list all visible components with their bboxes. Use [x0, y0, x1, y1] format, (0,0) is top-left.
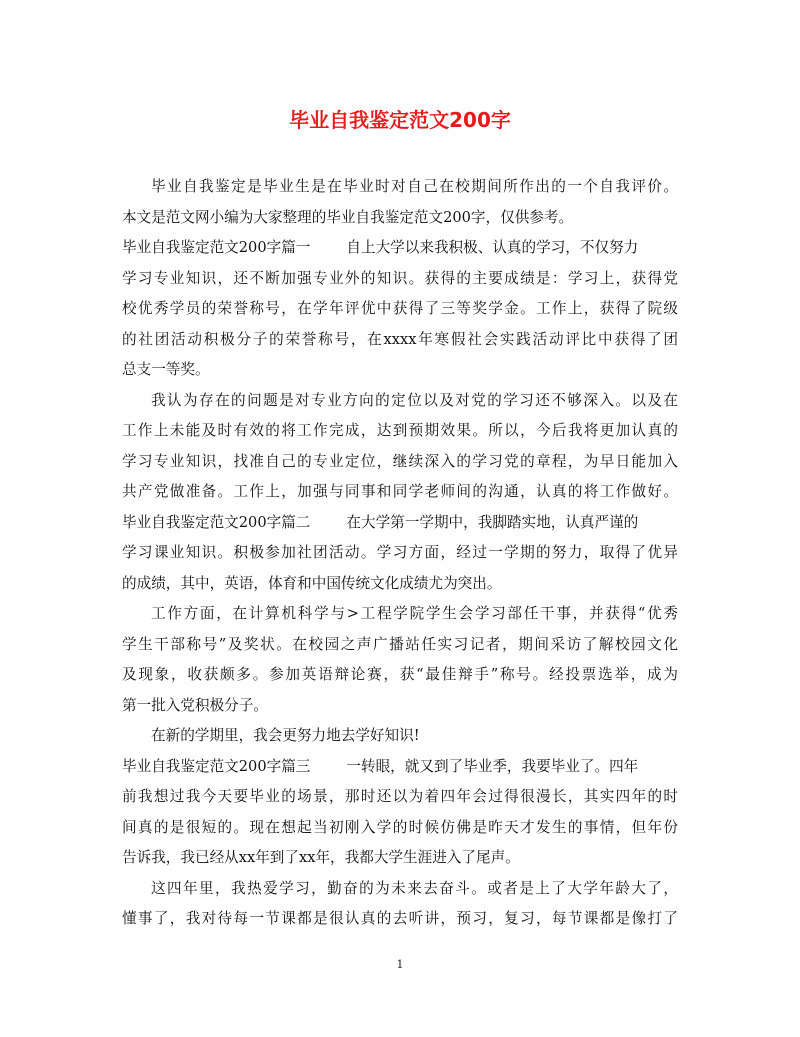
text-line — [122, 599, 678, 630]
line-text: 在新的学期里，我会更努力地去学好知识! — [151, 727, 420, 744]
line-text: 在大学第一学期中，我脚踏实地，认真严谨的 — [346, 513, 639, 531]
text-line — [122, 477, 678, 508]
document-title: 毕业自我鉴定范文200字 — [289, 108, 511, 132]
line-text: 第一批入党积极分子。 — [122, 696, 268, 714]
text-line — [122, 203, 678, 234]
line-text: 学习专业知识，还不断加强专业外的知识。获得的主要成绩是：学习上，获得党 — [122, 269, 678, 287]
section-heading: 毕业自我鉴定范文200字篇二 — [122, 513, 311, 531]
section-heading-line — [122, 233, 678, 264]
line-text: 学习课业知识。积极参加社团活动。学习方面，经过一学期的努力，取得了优异 — [122, 544, 678, 561]
section-heading-line — [122, 752, 678, 783]
text-line — [122, 782, 678, 813]
line-text: 工作上未能及时有效的将工作完成，达到预期效果。所以，今后我将更加认真的 — [122, 422, 678, 439]
line-text: 这四年里，我热爱学习，勤奋的为未来去奋斗。或者是上了大学年龄大了， — [151, 879, 678, 897]
line-text: 及现象，收获颇多。参加英语辩论赛，获“最佳辩手”称号。经投票选举，成为 — [122, 666, 678, 683]
line-text: 学习专业知识，找准自己的专业定位，继续深入的学习党的章程，为早日能加入 — [122, 452, 678, 470]
text-line — [122, 721, 678, 752]
text-line — [122, 569, 678, 600]
section-heading: 毕业自我鉴定范文200字篇三 — [122, 757, 311, 775]
text-line — [122, 447, 678, 478]
line-text: 懂事了，我对待每一节课都是很认真的去听讲，预习，复习，每节课都是像打了 — [122, 910, 678, 927]
text-line — [122, 264, 678, 295]
text-line — [122, 691, 678, 722]
text-line — [122, 325, 678, 356]
section-heading-line — [122, 508, 678, 539]
line-text: 自上大学以来我积极、认真的学习，不仅努力 — [346, 239, 639, 256]
text-line — [122, 630, 678, 661]
line-text: 校优秀学员的荣誉称号，在学年评优中获得了三等奖学金。工作上，获得了院级 — [122, 300, 678, 317]
line-text: 总支一等奖。 — [122, 361, 210, 378]
line-text: 共产党做准备。工作上，加强与同事和同学老师间的沟通，认真的将工作做好。 — [122, 483, 678, 500]
document-body — [122, 172, 678, 935]
line-text: 间真的是很短的。现在想起当初刚入学的时候仿佛是昨天才发生的事情，但年份 — [122, 818, 678, 836]
line-text: 前我想过我今天要毕业的场景，那时还以为着四年会过得很漫长，其实四年的时 — [122, 788, 678, 805]
line-text: 学生干部称号”及奖状。在校园之声广播站任实习记者，期间采访了解校园文化 — [122, 635, 678, 653]
text-line — [122, 355, 678, 386]
line-text: 告诉我，我已经从xx年到了xx年，我都大学生涯进入了尾声。 — [122, 849, 520, 866]
line-text: 一转眼，就又到了毕业季，我要毕业了。四年 — [346, 757, 639, 775]
line-text: 的成绩，其中，英语，体育和中国传统文化成绩尤为突出。 — [122, 574, 502, 592]
text-line — [122, 416, 678, 447]
text-line — [122, 386, 678, 417]
line-text: 的社团活动积极分子的荣誉称号，在xxxx年寒假社会实践活动评比中获得了团 — [122, 330, 678, 348]
text-line — [122, 904, 678, 935]
line-text: 我认为存在的问题是对专业方向的定位以及对党的学习还不够深入。以及在 — [151, 391, 678, 409]
text-line — [122, 660, 678, 691]
text-line — [122, 874, 678, 905]
text-line — [122, 843, 678, 874]
section-heading: 毕业自我鉴定范文200字篇一 — [122, 239, 311, 256]
text-line — [122, 294, 678, 325]
line-text: 本文是范文网小编为大家整理的毕业自我鉴定范文200字，仅供参考。 — [122, 208, 574, 226]
text-line — [122, 813, 678, 844]
line-text: 毕业自我鉴定是毕业生是在毕业时对自己在校期间所作出的一个自我评价。 — [151, 178, 678, 195]
page-number: 1 — [396, 958, 404, 971]
text-line — [122, 538, 678, 569]
line-text: 工作方面，在计算机科学与>工程学院学生会学习部任干事，并获得“优秀 — [151, 605, 678, 622]
text-line — [122, 172, 678, 203]
